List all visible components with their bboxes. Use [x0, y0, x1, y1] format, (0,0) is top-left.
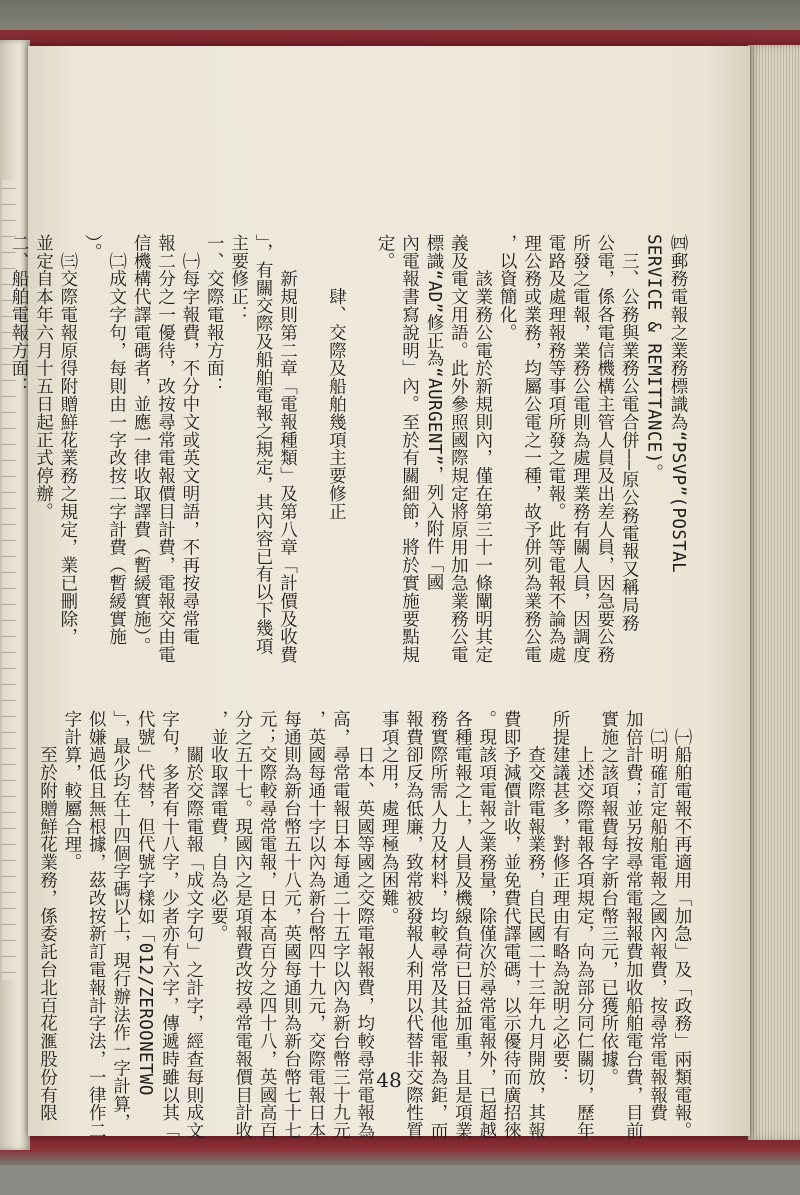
text-line: 所發之電報，業務公電則為處理業務有關人員，因調度: [570, 234, 591, 664]
text-line: 新規則第二章「電報種類」及第八章「計價及收費: [277, 234, 298, 664]
text-line: 公電，係各電信機構主管人員及出差人員，因急要公務: [594, 234, 615, 664]
text-line: 三、公務與業務公電合併——原公務電報又稱局務: [619, 234, 640, 632]
text-line: 所提建議甚多，對修正理由有略為說明之必要：: [549, 710, 570, 1086]
text-line: 該業務公電於新規則內，僅在第三十一條闡明其定: [472, 234, 493, 664]
text-line: 每通則為新台幣五十八元，英國每通則為新台幣七十七: [281, 710, 302, 1140]
text-line: 高，尋常電報日本每通二十五字以內為新台幣三十九元: [330, 710, 351, 1140]
text-line: 分之五十七。現國內之是項報費改按尋常電報價目計收: [232, 710, 253, 1140]
text-line: 並定自本年六月十五日起正式停辦。: [33, 234, 54, 521]
text-line: 實施之該項報費每字新台幣三元，已獲所依據。: [598, 710, 619, 1086]
text-line: 報二分之一優待，改按尋常電報價目計費，電報交由電: [155, 234, 176, 664]
text-line: 務實際所需人力及材料，均較尋常及其他電報為鉅，而: [427, 710, 448, 1140]
text-line: ，以資簡化。: [497, 234, 518, 342]
text-line: 至於附贈鮮花業務，係委託台北百花滙股份有限: [37, 710, 58, 1122]
text-line: 。現該項電報之業務量，除僅次於尋常電報外，已超越: [476, 710, 497, 1140]
text-line: ㈠船舶電報不再適用「加急」及「政務」兩類電報。: [672, 710, 692, 1140]
text-line: 查交際電報業務，自民國二十三年九月開放，其報: [525, 710, 546, 1140]
text-line: 二、船舶電報方面：: [9, 234, 30, 396]
text-line: ，並收取譯電費，自為必要。: [208, 710, 229, 943]
text-line: 代號」代替，但代號字樣如「012/ZEROONETWO: [135, 710, 156, 1096]
text-line: SERVICE & REMITTANCE)。: [643, 234, 664, 482]
text-line: 似嫌過低且無根據，茲改按新訂電報計字法，一律作二: [86, 710, 107, 1140]
text-line: 日本、英國等國之交際電報報費，均較尋常電報為: [354, 710, 375, 1140]
text-line: 上述交際電報各項規定，向為部分同仁關切，歷年: [574, 710, 595, 1140]
text-line: ㈡明確訂定船舶電報之國內報費，按尋常電報報費: [647, 710, 668, 1122]
text-line: 電路及處理報務等事項所發之電報。此等電報不論為處: [545, 234, 566, 664]
text-line: ，英國每通十字以內為新台幣四十九元，交際電報日本: [305, 710, 326, 1140]
text-line: ）。: [82, 234, 103, 262]
text-line: ㈡成文字句，每則由一字改按二字計費（暫緩實施: [106, 234, 127, 646]
text-line: 信機構代譯電碼者，並應一律收取譯費（暫緩實施）。: [131, 234, 152, 655]
text-line: 報費卻反為低廉，致常被發報人利用以代替非交際性質: [403, 710, 424, 1140]
text-line: 字計算，較屬合理。: [61, 710, 82, 872]
upper-text-column: [9, 234, 690, 674]
page-number: 48: [376, 1068, 402, 1092]
text-line: ㈠每字報費，不分中文或英文明語，不再按尋常電: [179, 234, 200, 646]
book-page: [9, 46, 750, 1140]
text-line: 各種電報之上，人員及機線負荷已日益加重，且是項業: [452, 710, 473, 1140]
text-line: 理公務或業務，均屬公電之一種，故予併列為業務公電: [521, 234, 542, 664]
text-line: 」，最少均在十四個字碼以上，現行辦法作一字計算，: [110, 710, 131, 1131]
left-page-edge: [0, 40, 30, 1150]
text-line: 費即予減價計收，並免費代譯電碼，以示優待而廣招徠: [501, 710, 522, 1140]
text-line: 一、交際電報方面：: [204, 234, 225, 396]
text-line: 內電報書寫說明」內。至於有關細節，將於實施要點規: [399, 234, 420, 664]
text-line: 事項之用，處理極為困難。: [379, 710, 400, 925]
text-line: 元；交際較尋常電報，日本高百分之四十八，英國高百: [257, 710, 278, 1140]
text-line: ㈣郵務電報之業務標識為“PSVP”(POSTAL: [668, 234, 688, 574]
text-line: 字句，多者有十八字，少者亦有六字，傳遞時雖以其「: [159, 710, 180, 1140]
text-line: ㈢交際電報原得附贈鮮花業務之規定，業已刪除，: [57, 234, 78, 646]
lower-text-column: [37, 710, 694, 1140]
text-line: 關於交際電報「成文字句」之計字，經查每則成文: [183, 710, 204, 1140]
text-line: 主要修正：: [228, 234, 249, 324]
text-line: 定。: [375, 234, 396, 270]
text-line: 標識“AD”修正為“AURGENT”，列入附件「國: [423, 234, 444, 591]
text-line: 肆、交際及船舶幾項主要修正: [326, 234, 347, 521]
text-line: 加倍計費；並另按尋常電報報費加收船舶電台費，目前: [623, 710, 644, 1140]
text-line: 」，有關交際及船舶電報之規定，其內容已有以下幾項: [253, 234, 274, 655]
text-line: 義及電文用語。此外參照國際規定將原用加急業務公電: [448, 234, 469, 664]
page-stack-edge: [748, 45, 800, 1140]
